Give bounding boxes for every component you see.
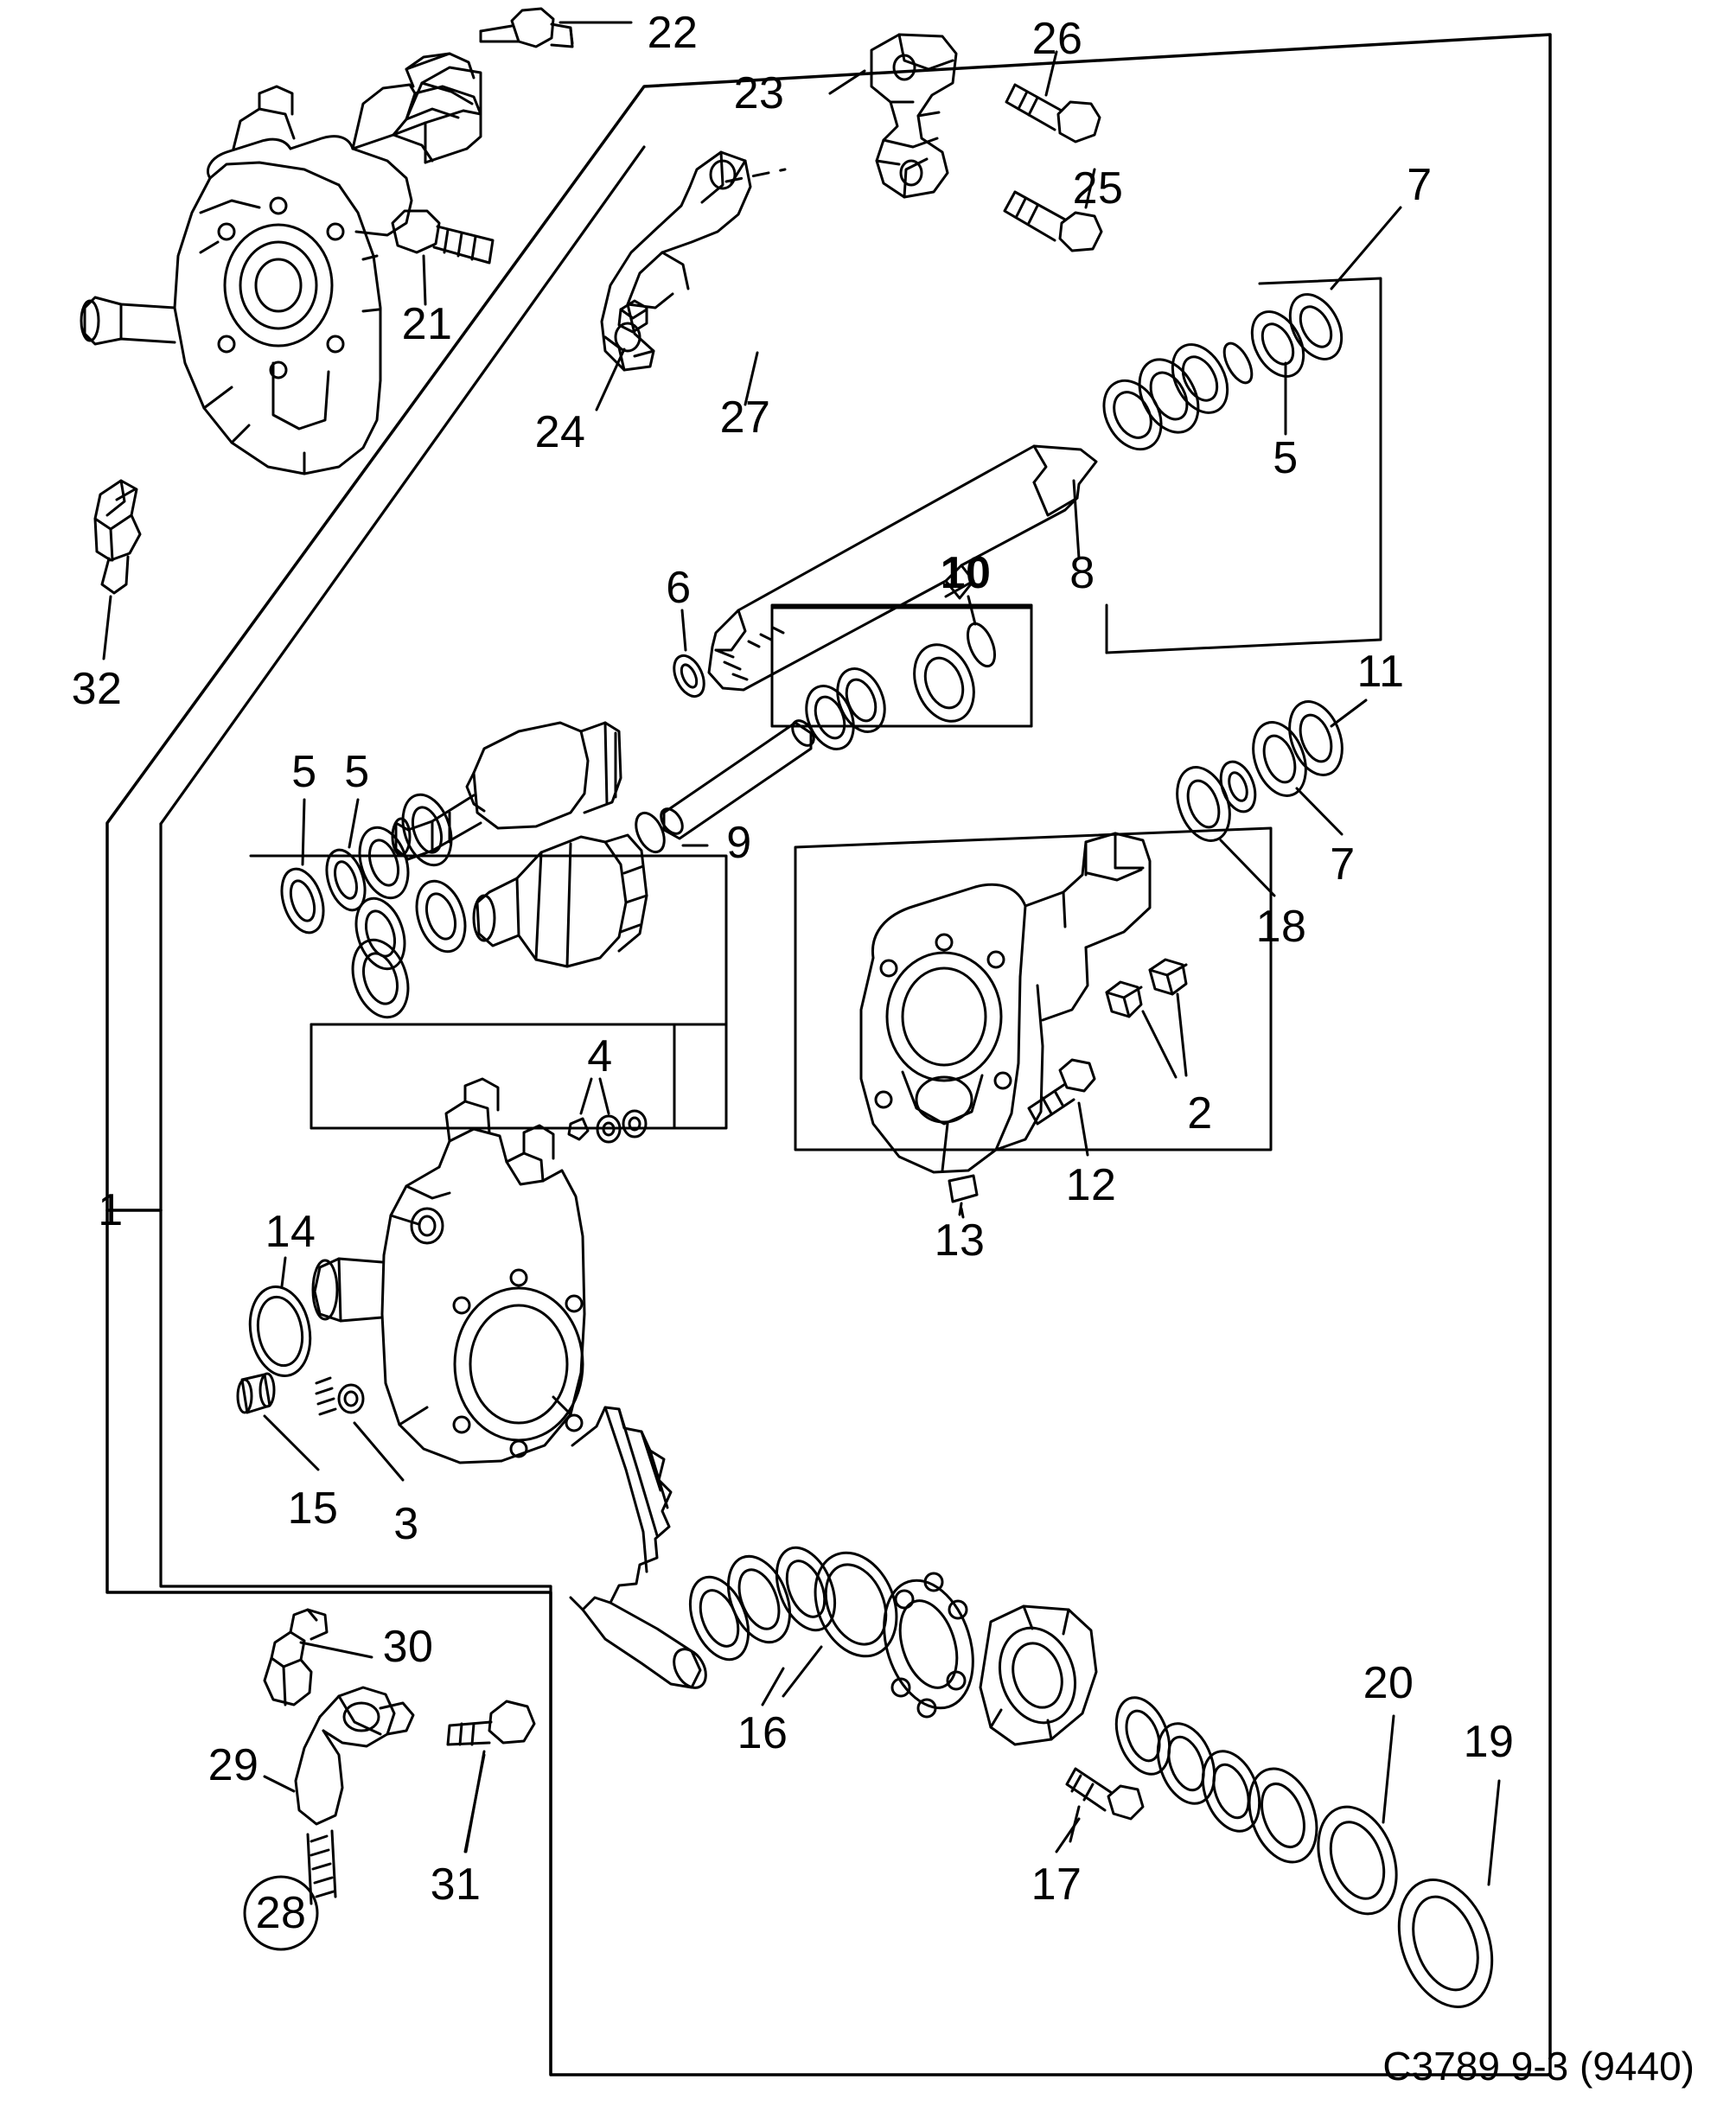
callout-24: 24 [534,407,586,457]
callout-15: 15 [287,1483,339,1534]
outer-group-frame [107,35,1550,2075]
washer-6 [668,651,710,701]
callout-18: 18 [1255,902,1307,952]
callout-16: 16 [737,1708,788,1758]
callout-25: 25 [1072,163,1124,214]
bush-15 [238,1374,274,1413]
subbox-a [311,1024,674,1128]
main-shaft-8 [709,446,1096,690]
nuts-2 [1107,960,1186,1017]
callout-3: 3 [393,1499,419,1549]
ring-10 [798,620,1000,756]
callout-27: 27 [719,392,771,443]
callout-4: 4 [587,1031,613,1081]
seal-stack-16 [679,1539,911,1668]
sensor-32 [95,481,140,593]
callout-7-top: 7 [1407,160,1433,210]
callout-11: 11 [1356,647,1405,697]
bearing-stack-bottom-right [1107,1690,1509,2019]
bracket-27 [602,152,750,370]
callout-2: 2 [1187,1088,1213,1139]
callout-14: 14 [265,1207,316,1257]
callout-23: 23 [733,68,785,118]
callout-5-top: 5 [1273,433,1299,483]
callout-22: 22 [647,8,699,58]
figure-code: C3789 9-3 (9440) [1382,2044,1695,2089]
transfer-case-top-left [81,54,481,474]
callout-1: 1 [98,1185,124,1235]
subbox-b [772,605,1031,726]
callout-17: 17 [1031,1859,1082,1910]
bearing-stack-top-right [1093,285,1352,459]
callout-28: 28 [255,1888,307,1938]
right-housing [861,833,1150,1202]
callout-20: 20 [1363,1658,1414,1708]
bearing-stack-right-middle [1168,694,1352,848]
callout-31: 31 [430,1859,482,1910]
callout-30: 30 [382,1622,434,1672]
callout-10: 10 [940,548,992,598]
oring-14 [243,1282,316,1381]
bolt-26 [1006,85,1100,142]
callout-32: 32 [71,664,123,714]
output-shaft-assembly [571,1407,712,1694]
bolt-22 [481,9,572,47]
callout-19: 19 [1463,1717,1515,1767]
callout-13: 13 [934,1215,986,1266]
bracket-23 [871,35,956,197]
callout-5-left-a: 5 [291,747,317,797]
callout-9: 9 [726,818,752,868]
callout-7-mid: 7 [1330,839,1356,890]
callout-6: 6 [666,563,692,613]
callout-21: 21 [401,299,453,349]
flange-hub [869,1569,1096,1745]
callout-26: 26 [1031,14,1083,64]
small-parts-4 [569,1111,646,1142]
callout-5-left-b: 5 [344,747,370,797]
callout-12: 12 [1065,1160,1117,1210]
callout-29: 29 [207,1740,259,1790]
callout-8: 8 [1069,548,1095,598]
spring-ball-3 [313,1369,363,1425]
